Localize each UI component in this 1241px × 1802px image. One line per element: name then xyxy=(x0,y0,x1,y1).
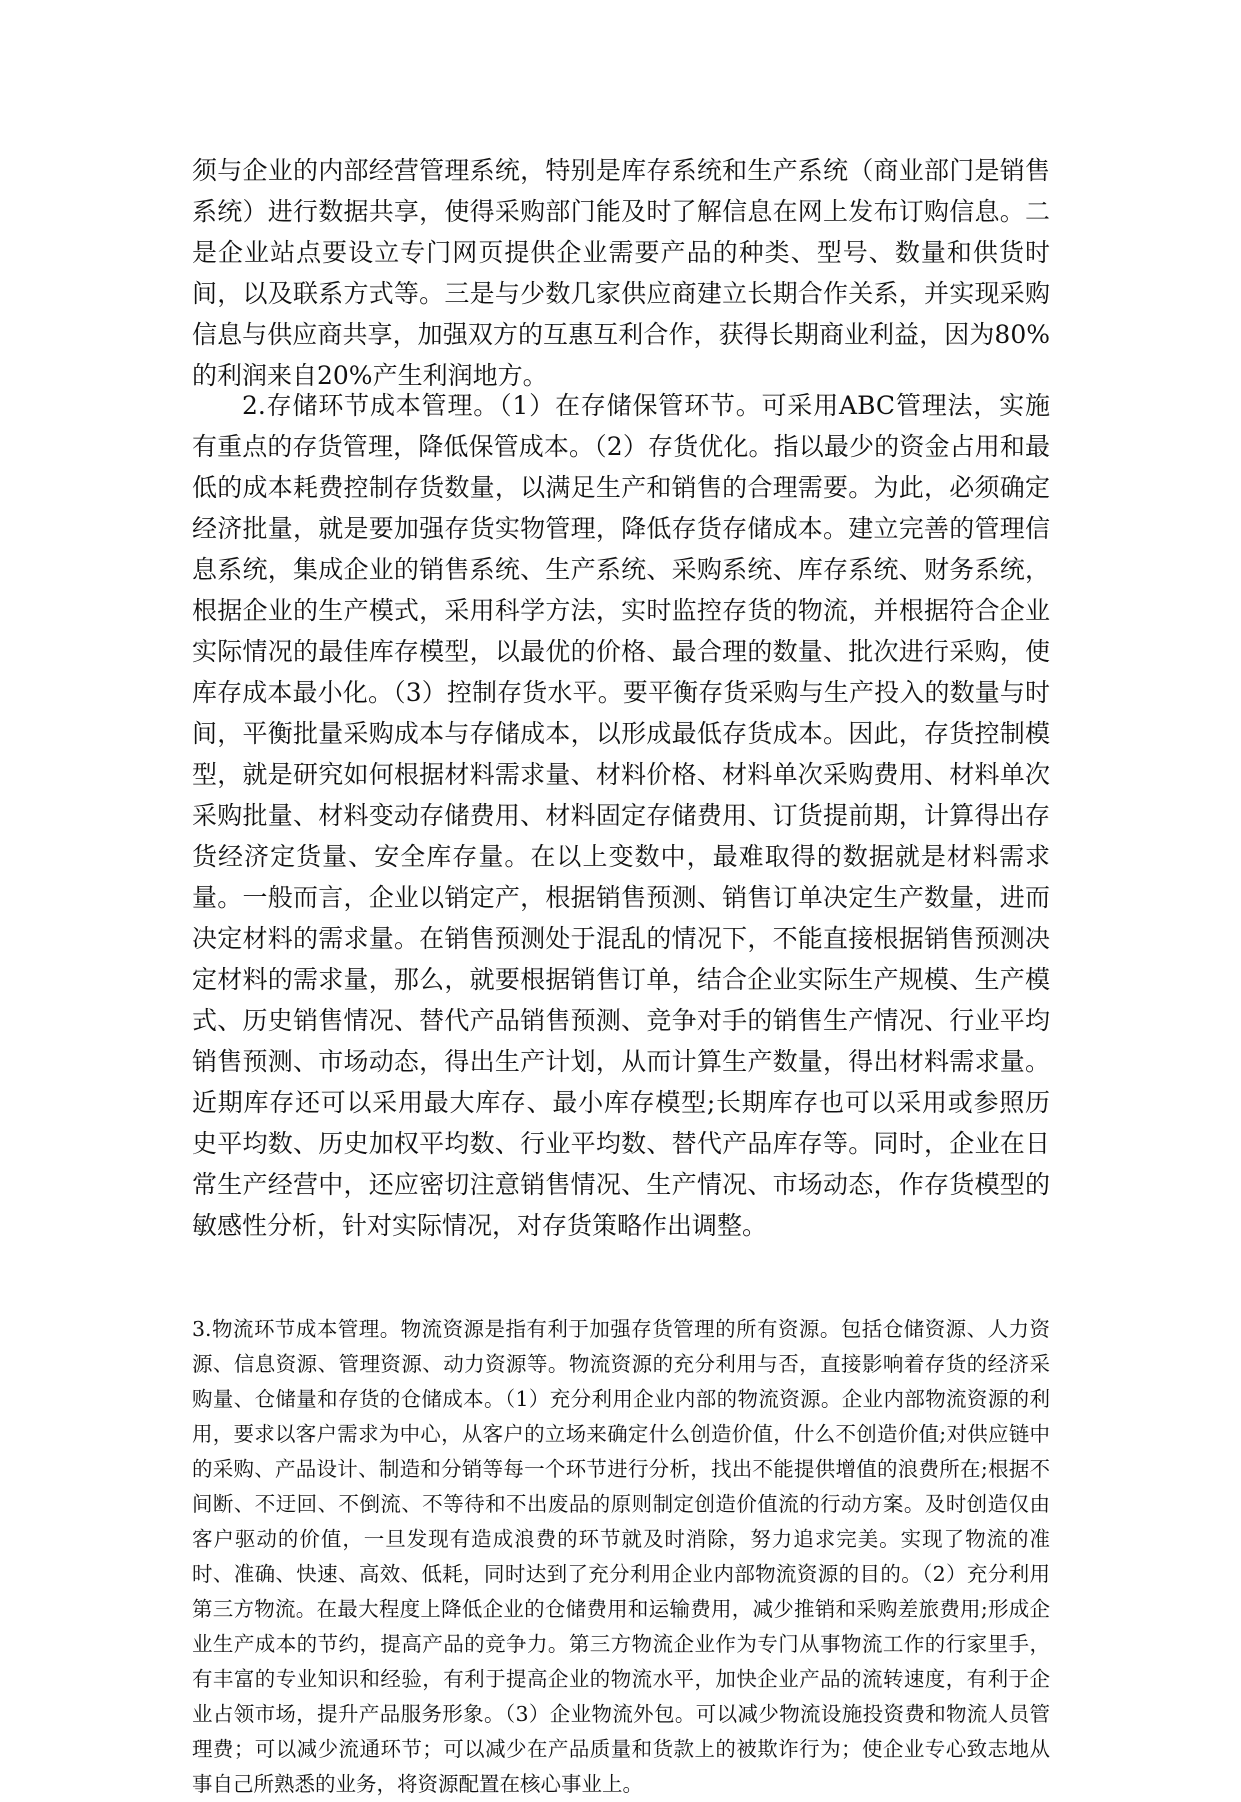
paragraph-logistics-cost-management: 3.物流环节成本管理。物流资源是指有利于加强存货管理的所有资源。包括仓储资源、人力资源、信息资源、管理资源、动力资源等。物流资源的充分利用与否，直接影响着存货的经济采购量、仓储量和存货的仓储成本。（1）充分利用企业内部的物流资源。企业内部物流资源的利用，要求以客户需求为中心，从客户的立场来确定什么创造价值，什么不创造价值;对供应链中的采购、产品设计、制造和分销等每一个环节进行分析，找出不能提供增值的浪费所在;根据不间断、不迂回、不倒流、不等待和不出废品的原则制定创造价值流的行动方案。及时创造仅由客户驱动的价值，一旦发现有造成浪费的环节就及时消除，努力追求完美。实现了物流的准时、准确、快速、高效、低耗，同时达到了充分利用企业内部物流资源的目的。（2）充分利用第三方物流。在最大程度上降低企业的仓储费用和运输费用，减少推销和采购差旅费用;形成企业生产成本的节约，提高产品的竞争力。第三方物流企业作为专门从事物流工作的行家里手，有丰富的专业知识和经验，有利于提高企业的物流水平，加快企业产品的流转速度，有利于企业占领市场，提升产品服务形象。（3）企业物流外包。可以减少物流设施投资费和物流人员管理费；可以减少流通环节；可以减少在产品质量和货款上的被欺诈行为；使企业专心致志地从事自己所熟悉的业务，将资源配置在核心事业上。 xyxy=(192,1317,1050,1796)
paragraph-storage-cost-management: 2.存储环节成本管理。（1）在存储保管环节。可采用ABC管理法，实施有重点的存货管理，降低保管成本。（2）存货优化。指以最少的资金占用和最低的成本耗费控制存货数量，以满足生产和销售的合理需要。为此，必须确定经济批量，就是要加强存货实物管理，降低存货存储成本。建立完善的管理信息系统，集成企业的销售系统、生产系统、采购系统、库存系统、财务系统，根据企业的生产模式，采用科学方法，实时监控存货的物流，并根据符合企业实际情况的最佳库存模型，以最优的价格、最合理的数量、批次进行采购，使库存成本最小化。（3）控制存货水平。要平衡存货采购与生产投入的数量与时间，平衡批量采购成本与存储成本，以形成最低存货成本。因此，存货控制模型，就是研究如何根据材料需求量、材料价格、材料单次采购费用、材料单次采购批量、材料变动存储费用、材料固定存储费用、订货提前期，计算得出存货经济定货量、安全库存量。在以上变数中，最难取得的数据就是材料需求量。一般而言，企业以销定产，根据销售预测、销售订单决定生产数量，进而决定材料的需求量。在销售预测处于混乱的情况下，不能直接根据销售预测决定材料的需求量，那么，就要根据销售订单，结合企业实际生产规模、生产模式、历史销售情况、替代产品销售预测、竞争对手的销售生产情况、行业平均销售预测、市场动态，得出生产计划，从而计算生产数量，得出材料需求量。近期库存还可以采用最大库存、最小库存模型;长期库存也可以采用或参照历史平均数、历史加权平均数、行业平均数、替代产品库存等。同时，企业在日常生产经营中，还应密切注意销售情况、生产情况、市场动态，作存货模型的敏感性分析，针对实际情况，对存货策略作出调整。 xyxy=(192,391,1050,1240)
paragraph-procurement-continuation: 须与企业的内部经营管理系统，特别是库存系统和生产系统（商业部门是销售系统）进行数据共享，使得采购部门能及时了解信息在网上发布订购信息。二是企业站点要设立专门网页提供企业需要产品的种类、型号、数量和供货时间，以及联系方式等。三是与少数几家供应商建立长期合作关系，并实现采购信息与供应商共享，加强双方的互惠互利合作，获得长期商业利益，因为80%的利润来自20%产生利润地方。 xyxy=(192,156,1050,390)
